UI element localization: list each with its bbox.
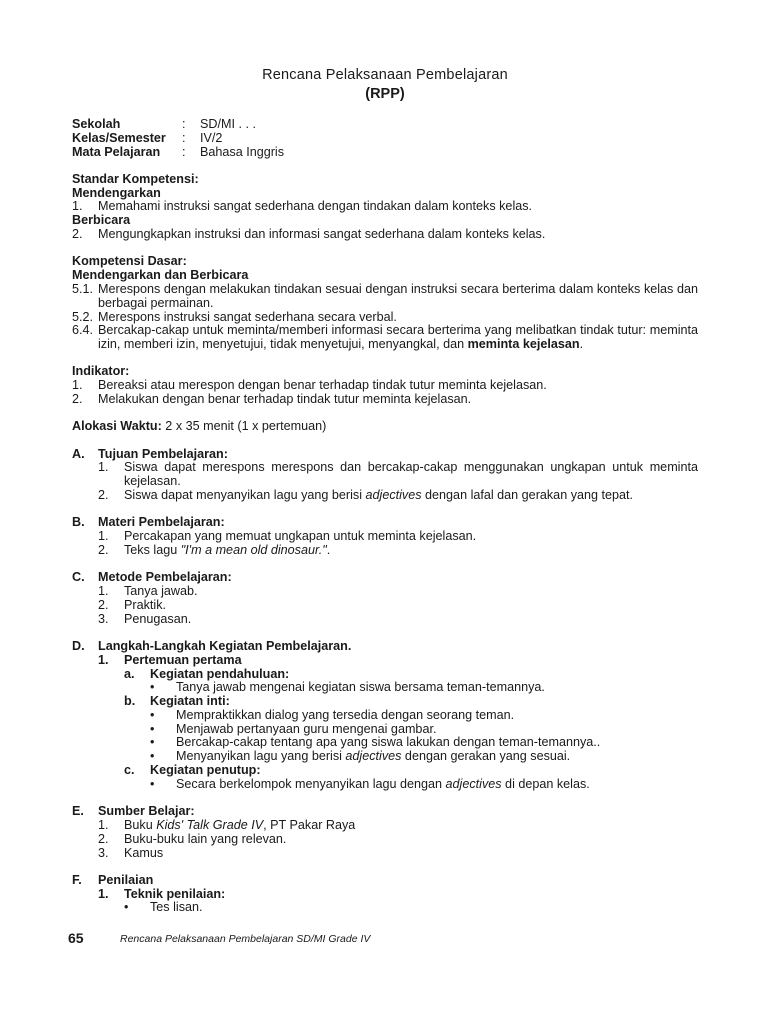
list-item: [72, 311, 698, 325]
item-text: Penugasan.: [124, 611, 192, 626]
activity-title: Kegiatan pendahuluan:: [150, 666, 290, 681]
list-item: [98, 544, 698, 558]
item-text: Siswa dapat merespons merespons dan bercakap-cakap menggunakan ungkapan untuk meminta kejelasan.: [124, 460, 698, 489]
section-heading: Standar Kompetensi:: [72, 171, 199, 186]
item-text: Buku-buku lain yang relevan.: [124, 831, 287, 846]
info-colon: :: [182, 117, 186, 131]
list-item: [98, 585, 698, 599]
list-item: [72, 228, 698, 242]
item-text: Percakapan yang memuat ungkapan untuk meminta kejelasan.: [124, 529, 477, 544]
list-item: [98, 613, 698, 627]
item-text: Kamus: [124, 845, 164, 860]
activity-heading: [124, 695, 698, 709]
item-text: Tes lisan.: [150, 900, 203, 915]
item-text-italic: adjectives: [345, 749, 402, 764]
section-heading: [72, 640, 698, 654]
list-item: [72, 393, 698, 407]
bullet: •: [150, 749, 155, 764]
item-text: Merespons dengan melakukan tindakan sesuai dengan instruksi secara berterima dalam konteks kelas dan berbagai permainan.: [98, 281, 698, 310]
alokasi-label: Alokasi Waktu:: [72, 419, 162, 434]
sub-heading: [98, 888, 698, 902]
list-item: [98, 847, 698, 861]
item-text: Buku: [124, 817, 157, 832]
item-number: 1.: [72, 378, 83, 393]
item-text: Praktik.: [124, 597, 166, 612]
section-letter: D.: [72, 638, 85, 653]
footer-text: Rencana Pelaksanaan Pembelajaran SD/MI Grade IV: [120, 933, 371, 945]
sub-heading: Mendengarkan: [72, 185, 161, 200]
info-colon: :: [182, 144, 186, 159]
section-heading: [72, 874, 698, 888]
section-heading: [72, 448, 698, 462]
section-letter: A.: [72, 446, 85, 461]
list-item: [72, 379, 698, 393]
item-number: 1.: [98, 529, 109, 544]
section-heading: [72, 516, 698, 530]
item-text-bold: meminta kejelasan: [467, 337, 580, 352]
bullet-item: [124, 901, 698, 915]
section-title: Materi Pembelajaran:: [98, 515, 225, 530]
item-number: 1.: [72, 199, 83, 214]
section-title: Metode Pembelajaran:: [98, 570, 232, 585]
list-item: [72, 283, 698, 311]
info-table: [72, 118, 698, 159]
section-heading: [72, 571, 698, 585]
item-number: 2.: [72, 227, 83, 242]
info-row: [72, 132, 698, 146]
section-letter: E.: [72, 804, 84, 819]
section-penilaian: [72, 874, 698, 915]
section-heading: Indikator:: [72, 364, 130, 379]
item-number: 1.: [98, 886, 109, 901]
item-number: 6.4.: [72, 323, 94, 338]
item-text: Mempraktikkan dialog yang tersedia dengan seorang teman.: [176, 707, 515, 722]
sub-heading: Mendengarkan dan Berbicara: [72, 268, 249, 283]
item-number: 3.: [98, 845, 109, 860]
section-letter: C.: [72, 570, 85, 585]
bullet: •: [150, 735, 155, 750]
doc-title-line1: Rencana Pelaksanaan Pembelajaran: [262, 67, 508, 83]
item-text-italic: Kids' Talk Grade IV: [156, 817, 264, 832]
item-number: 5.2.: [72, 309, 94, 324]
item-number: 2.: [98, 542, 109, 557]
item-text: Melakukan dengan benar terhadap tindak tutur meminta kejelasan.: [98, 392, 472, 407]
section-kompetensi-dasar: [72, 255, 698, 352]
meeting-heading: [98, 654, 698, 668]
item-text-italic: "I'm a mean old dinosaur.": [180, 542, 327, 557]
section-title: Penilaian: [98, 872, 154, 887]
bullet-item: [150, 709, 698, 723]
bullet: •: [124, 900, 129, 915]
item-number: 2.: [98, 831, 109, 846]
section-heading: Kompetensi Dasar:: [72, 254, 187, 269]
item-text: Teks lagu: [124, 542, 181, 557]
item-text: Memahami instruksi sangat sederhana dengan tindakan dalam konteks kelas.: [98, 199, 533, 214]
activity-letter: c.: [124, 763, 135, 778]
document-page: [72, 66, 698, 915]
info-row: [72, 118, 698, 132]
list-item: [72, 324, 698, 352]
item-text: Tanya jawab.: [124, 584, 198, 599]
list-item: [98, 819, 698, 833]
item-text: Siswa dapat menyanyikan lagu yang berisi: [124, 488, 366, 503]
item-number: 2.: [98, 488, 109, 503]
section-sumber: [72, 805, 698, 860]
page-number: 65: [68, 930, 84, 946]
item-text: Tanya jawab mengenai kegiatan siswa bersama teman-temannya.: [176, 680, 545, 695]
bullet: •: [150, 680, 155, 695]
item-number: 1.: [98, 460, 109, 475]
info-key: Kelas/Semester: [72, 130, 166, 145]
list-item: [98, 833, 698, 847]
info-value: SD/MI . . .: [200, 117, 256, 131]
activity-heading: [124, 764, 698, 778]
info-key: Mata Pelajaran: [72, 144, 161, 159]
info-value: IV/2: [200, 130, 223, 145]
info-row: [72, 146, 698, 160]
list-item: [98, 461, 698, 489]
section-langkah: [72, 640, 698, 792]
section-heading: [72, 805, 698, 819]
item-text: Mengungkapkan instruksi dan informasi sangat sederhana dalam konteks kelas.: [98, 227, 546, 242]
item-number: 1.: [98, 652, 109, 667]
item-text: Bereaksi atau merespon dengan benar terhadap tindak tutur meminta kejelasan.: [98, 378, 547, 393]
item-text: Menyanyikan lagu yang berisi: [176, 749, 346, 764]
item-text-italic: adjectives: [365, 488, 422, 503]
item-number: 5.1.: [72, 281, 94, 296]
section-letter: B.: [72, 515, 85, 530]
item-text: Bercakap-cakap untuk meminta/memberi informasi secara berterima yang melibatkan tindak tutur: meminta izin, memberi izin, menyetujui, tidak menyetujui, menyangkal, dan: [98, 323, 698, 352]
meeting-title: Pertemuan pertama: [124, 652, 242, 667]
section-indikator: [72, 365, 698, 406]
list-item: [98, 599, 698, 613]
activity-letter: a.: [124, 666, 135, 681]
activity-letter: b.: [124, 694, 136, 709]
item-text-post: , PT Pakar Raya: [263, 817, 356, 832]
section-standar-kompetensi: [72, 173, 698, 242]
list-item: [98, 489, 698, 503]
bullet: •: [150, 776, 155, 791]
item-text-post: dengan gerakan yang sesuai.: [401, 749, 571, 764]
info-key: Sekolah: [72, 117, 121, 131]
activity-heading: [124, 668, 698, 682]
bullet-item: [150, 681, 698, 695]
section-title: Sumber Belajar:: [98, 804, 195, 819]
item-text-italic: adjectives: [445, 776, 502, 791]
sub-title: Teknik penilaian:: [124, 886, 226, 901]
item-text: Menjawab pertanyaan guru mengenai gambar.: [176, 721, 437, 736]
bullet-item: [150, 778, 698, 792]
section-tujuan: [72, 448, 698, 503]
section-materi: [72, 516, 698, 557]
item-number: 2.: [72, 392, 83, 407]
item-text: Secara berkelompok menyanyikan lagu dengan: [176, 776, 446, 791]
sub-heading: Berbicara: [72, 213, 131, 228]
item-text-post: di depan kelas.: [501, 776, 590, 791]
item-number: 2.: [98, 597, 109, 612]
section-title: Tujuan Pembelajaran:: [98, 446, 228, 461]
bullet-item: [150, 723, 698, 737]
bullet: •: [150, 721, 155, 736]
item-text-after: .: [579, 337, 584, 352]
list-item: [98, 530, 698, 544]
item-number: 1.: [98, 817, 109, 832]
bullet: •: [150, 707, 155, 722]
info-value: Bahasa Inggris: [200, 144, 285, 159]
alokasi-value: 2 x 35 menit (1 x pertemuan): [161, 419, 327, 434]
item-text-post: .: [326, 542, 331, 557]
bullet-item: [150, 750, 698, 764]
alokasi-waktu: [72, 420, 698, 434]
section-metode: [72, 571, 698, 626]
list-item: [72, 200, 698, 214]
section-letter: F.: [72, 872, 82, 887]
info-colon: :: [182, 130, 186, 145]
doc-title-line2: (RPP): [365, 86, 405, 102]
item-number: 1.: [98, 584, 109, 599]
doc-title: [72, 66, 698, 104]
section-title: Langkah-Langkah Kegiatan Pembelajaran.: [98, 638, 352, 653]
item-number: 3.: [98, 611, 109, 626]
item-text-post: dengan lafal dan gerakan yang tepat.: [421, 488, 634, 503]
item-text: Merespons instruksi sangat sederhana secara verbal.: [98, 309, 397, 324]
item-text: Bercakap-cakap tentang apa yang siswa lakukan dengan teman-temannya..: [176, 735, 601, 750]
activity-title: Kegiatan inti:: [150, 694, 230, 709]
activity-title: Kegiatan penutup:: [150, 763, 261, 778]
bullet-item: [150, 736, 698, 750]
